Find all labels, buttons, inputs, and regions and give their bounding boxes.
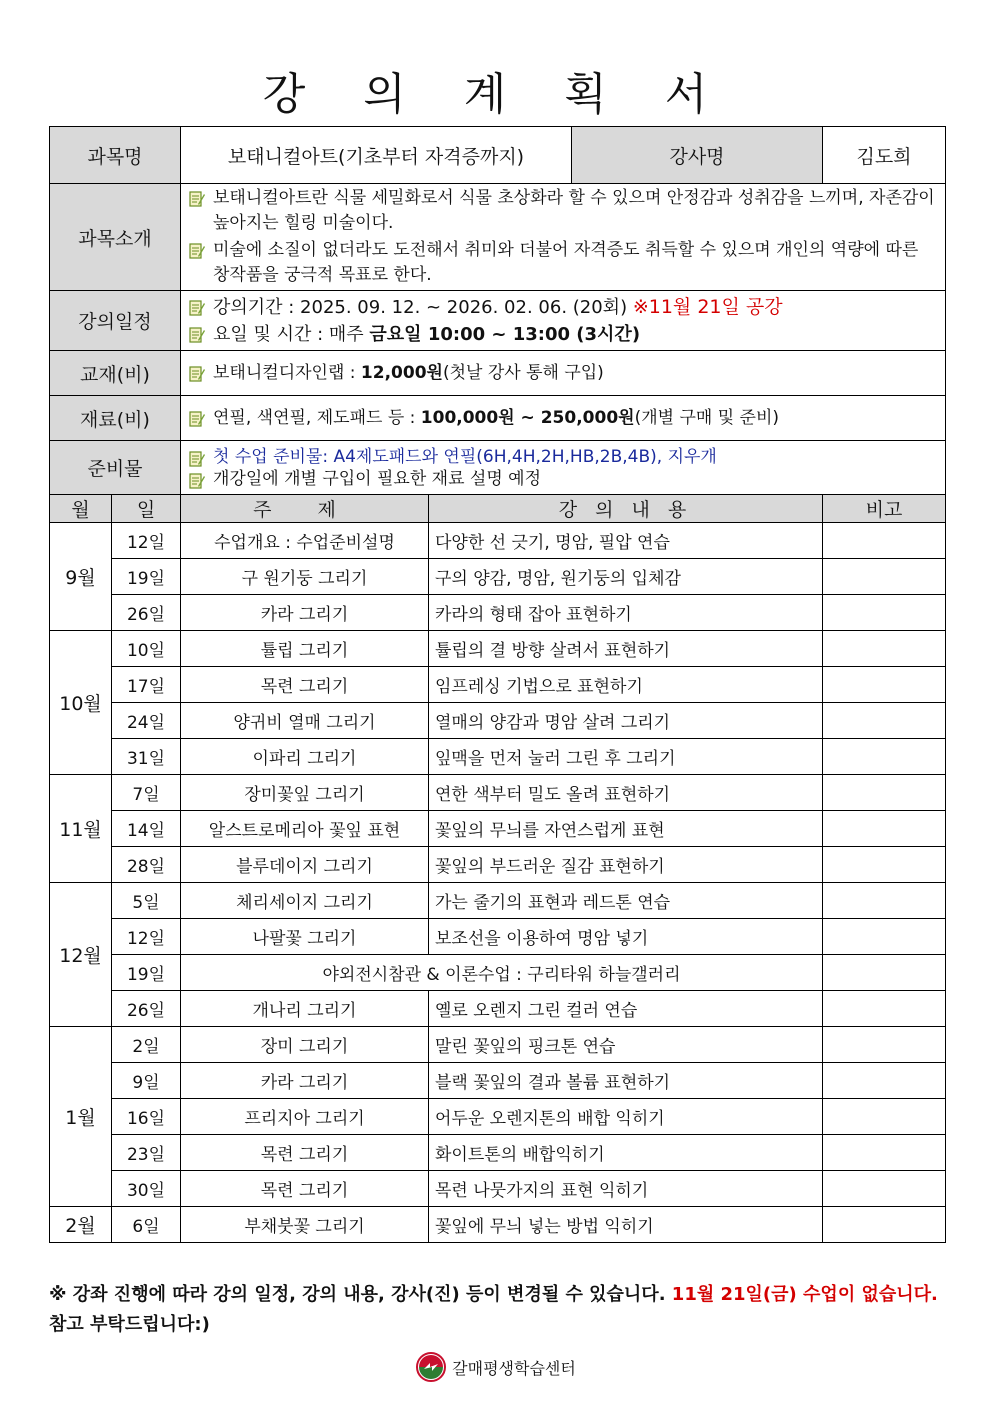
note-cell xyxy=(823,991,946,1027)
table-row xyxy=(50,595,946,631)
day-cell: 6일 xyxy=(112,1207,181,1243)
day-cell: 31일 xyxy=(112,739,181,775)
memo-icon xyxy=(189,242,205,260)
month-cell: 1월 xyxy=(50,1027,112,1207)
table-row xyxy=(50,1063,946,1099)
table-row xyxy=(50,667,946,703)
intro-item: 미술에 소질이 없더라도 도전해서 취미와 더불어 자격증도 취득할 수 있으며 개인의 역량에 따른 창작품을 궁극적 목표로 한다. xyxy=(187,238,939,288)
subject-label: 과목명 xyxy=(50,127,181,184)
day-cell: 23일 xyxy=(112,1135,181,1171)
month-cell: 11월 xyxy=(50,775,112,883)
intro-label: 과목소개 xyxy=(50,184,181,291)
teacher-value: 김도희 xyxy=(823,127,946,184)
day-cell: 12일 xyxy=(112,919,181,955)
prep-content: 첫 수업 준비물: A4제도패드와 연필(6H,4H,2H,HB,2B,4B), 지우개 개강일에 개별 구입이 필요한 재료 설명 예정 xyxy=(181,441,946,495)
topic-cell: 이파리 그리기 xyxy=(181,739,429,775)
materials-content: 연필, 색연필, 제도패드 등 : 100,000원 ~ 250,000원(개별 구매 및 준비) xyxy=(181,396,946,441)
note-cell xyxy=(823,1027,946,1063)
table-row xyxy=(50,1171,946,1207)
day-cell: 24일 xyxy=(112,703,181,739)
table-row xyxy=(50,739,946,775)
note-cell xyxy=(823,631,946,667)
content-cell: 어두운 오렌지톤의 배합 익히기 xyxy=(429,1099,823,1135)
intro-content xyxy=(181,184,946,291)
content-cell: 가는 줄기의 표현과 레드톤 연습 xyxy=(429,883,823,919)
merged-topic-cell: 야외전시참관 & 이론수업 : 구리타워 하늘갤러리 xyxy=(181,955,823,991)
note-cell xyxy=(823,811,946,847)
schedule-content xyxy=(181,291,946,351)
month-cell: 12월 xyxy=(50,883,112,1027)
document-title: 강 의 계 획 서 xyxy=(262,69,730,120)
note-cell xyxy=(823,883,946,919)
month-cell: 9월 xyxy=(50,523,112,631)
day-cell: 14일 xyxy=(112,811,181,847)
table-row xyxy=(50,1207,946,1243)
content-cell: 다양한 선 긋기, 명암, 필압 연습 xyxy=(429,523,823,559)
notice-highlight: 11월 21일(금) 수업이 없습니다. xyxy=(671,1284,938,1305)
table-row xyxy=(50,775,946,811)
topic-cell: 장미 그리기 xyxy=(181,1027,429,1063)
note-cell xyxy=(823,595,946,631)
day-cell: 26일 xyxy=(112,595,181,631)
table-row xyxy=(50,955,946,991)
lecture-plan-table xyxy=(49,126,946,1243)
table-row xyxy=(50,559,946,595)
topic-cell: 부채붓꽃 그리기 xyxy=(181,1207,429,1243)
topic-cell: 프리지아 그리기 xyxy=(181,1099,429,1135)
topic-cell: 목련 그리기 xyxy=(181,1135,429,1171)
day-cell: 9일 xyxy=(112,1063,181,1099)
memo-icon xyxy=(189,410,205,428)
col-content: 강 의 내 용 xyxy=(429,495,823,523)
col-note: 비고 xyxy=(823,495,946,523)
note-cell xyxy=(823,1171,946,1207)
topic-cell: 양귀비 열매 그리기 xyxy=(181,703,429,739)
topic-cell: 목련 그리기 xyxy=(181,667,429,703)
table-row xyxy=(50,991,946,1027)
topic-cell: 체리세이지 그리기 xyxy=(181,883,429,919)
content-cell: 말린 꽃잎의 핑크톤 연습 xyxy=(429,1027,823,1063)
topic-cell: 블루데이지 그리기 xyxy=(181,847,429,883)
table-row xyxy=(50,919,946,955)
month-cell: 10월 xyxy=(50,631,112,775)
org-logo-icon xyxy=(416,1352,446,1382)
teacher-label: 강사명 xyxy=(572,127,823,184)
content-cell: 꽃잎에 무늬 넣는 방법 익히기 xyxy=(429,1207,823,1243)
col-month: 월 xyxy=(50,495,112,523)
table-row xyxy=(50,703,946,739)
month-cell: 2월 xyxy=(50,1207,112,1243)
day-cell: 10일 xyxy=(112,631,181,667)
note-cell xyxy=(823,919,946,955)
note-cell xyxy=(823,1063,946,1099)
note-cell xyxy=(823,523,946,559)
topic-cell: 카라 그리기 xyxy=(181,1063,429,1099)
topic-cell: 나팔꽃 그리기 xyxy=(181,919,429,955)
topic-cell: 카라 그리기 xyxy=(181,595,429,631)
note-cell xyxy=(823,1135,946,1171)
content-cell: 구의 양감, 명암, 원기둥의 입체감 xyxy=(429,559,823,595)
period-notice: ※11월 21일 공강 xyxy=(632,295,783,318)
table-row xyxy=(50,1099,946,1135)
schedule-label: 강의일정 xyxy=(50,291,181,351)
topic-cell: 장미꽃잎 그리기 xyxy=(181,775,429,811)
content-cell: 튤립의 결 방향 살려서 표현하기 xyxy=(429,631,823,667)
textbook-label: 교재(비) xyxy=(50,351,181,396)
note-cell xyxy=(823,955,946,991)
materials-label: 재료(비) xyxy=(50,396,181,441)
content-cell: 목련 나뭇가지의 표현 익히기 xyxy=(429,1171,823,1207)
notice: ※ 강좌 진행에 따라 강의 일정, 강의 내용, 강사(진) 등이 변경될 수 있습니다. 11월 21일(금) 수업이 없습니다. 참고 부탁드립니다:) xyxy=(49,1284,938,1335)
content-cell: 카라의 형태 잡아 표현하기 xyxy=(429,595,823,631)
note-cell xyxy=(823,847,946,883)
textbook-content: 보태니컬디자인랩 : 12,000원(첫날 강사 통해 구입) xyxy=(181,351,946,396)
table-row xyxy=(50,523,946,559)
memo-icon xyxy=(189,450,205,468)
day-cell: 12일 xyxy=(112,523,181,559)
topic-cell: 튤립 그리기 xyxy=(181,631,429,667)
content-cell: 꽃잎의 부드러운 질감 표현하기 xyxy=(429,847,823,883)
day-cell: 19일 xyxy=(112,955,181,991)
day-cell: 2일 xyxy=(112,1027,181,1063)
memo-icon xyxy=(189,190,205,208)
content-cell: 꽃잎의 무늬를 자연스럽게 표현 xyxy=(429,811,823,847)
content-cell: 화이트톤의 배합익히기 xyxy=(429,1135,823,1171)
table-row xyxy=(50,847,946,883)
content-cell: 임프레싱 기법으로 표현하기 xyxy=(429,667,823,703)
table-row xyxy=(50,811,946,847)
subject-value: 보태니컬아트(기초부터 자격증까지) xyxy=(181,127,572,184)
day-cell: 30일 xyxy=(112,1171,181,1207)
table-row xyxy=(50,1135,946,1171)
content-cell: 옐로 오렌지 그린 컬러 연습 xyxy=(429,991,823,1027)
org-name: 갈매평생학습센터 xyxy=(452,1358,576,1378)
memo-icon xyxy=(189,472,205,490)
topic-cell: 개나리 그리기 xyxy=(181,991,429,1027)
table-row xyxy=(50,1027,946,1063)
note-cell xyxy=(823,1099,946,1135)
col-topic: 주 제 xyxy=(181,495,429,523)
content-cell: 블랙 꽃잎의 결과 볼륨 표현하기 xyxy=(429,1063,823,1099)
memo-icon xyxy=(189,365,205,383)
topic-cell: 구 원기둥 그리기 xyxy=(181,559,429,595)
day-cell: 28일 xyxy=(112,847,181,883)
prep-label: 준비물 xyxy=(50,441,181,495)
note-cell xyxy=(823,739,946,775)
note-cell xyxy=(823,703,946,739)
period-line: 강의기간 : 2025. 09. 12. ~ 2026. 02. 06. (20회) ※11월 21일 공강 xyxy=(187,295,939,320)
col-day: 일 xyxy=(112,495,181,523)
day-cell: 16일 xyxy=(112,1099,181,1135)
content-cell: 연한 색부터 밀도 올려 표현하기 xyxy=(429,775,823,811)
topic-cell: 알스트로메리아 꽃잎 표현 xyxy=(181,811,429,847)
day-cell: 5일 xyxy=(112,883,181,919)
table-row xyxy=(50,631,946,667)
note-cell xyxy=(823,775,946,811)
footer xyxy=(0,1352,992,1382)
content-cell: 잎맥을 먼저 눌러 그린 후 그리기 xyxy=(429,739,823,775)
time-line: 요일 및 시간 : 매주 금요일 10:00 ~ 13:00 (3시간) xyxy=(187,322,939,347)
note-cell xyxy=(823,1207,946,1243)
day-cell: 26일 xyxy=(112,991,181,1027)
day-cell: 7일 xyxy=(112,775,181,811)
topic-cell: 수업개요 : 수업준비설명 xyxy=(181,523,429,559)
content-cell: 보조선을 이용하여 명암 넣기 xyxy=(429,919,823,955)
topic-cell: 목련 그리기 xyxy=(181,1171,429,1207)
note-cell xyxy=(823,667,946,703)
content-cell: 열매의 양감과 명암 살려 그리기 xyxy=(429,703,823,739)
memo-icon xyxy=(189,326,205,344)
memo-icon xyxy=(189,299,205,317)
day-cell: 17일 xyxy=(112,667,181,703)
note-cell xyxy=(823,559,946,595)
day-cell: 19일 xyxy=(112,559,181,595)
table-row xyxy=(50,883,946,919)
intro-item: 보태니컬아트란 식물 세밀화로서 식물 초상화라 할 수 있으며 안정감과 성취감을 느끼며, 자존감이 높아지는 힐링 미술이다. xyxy=(187,186,939,236)
